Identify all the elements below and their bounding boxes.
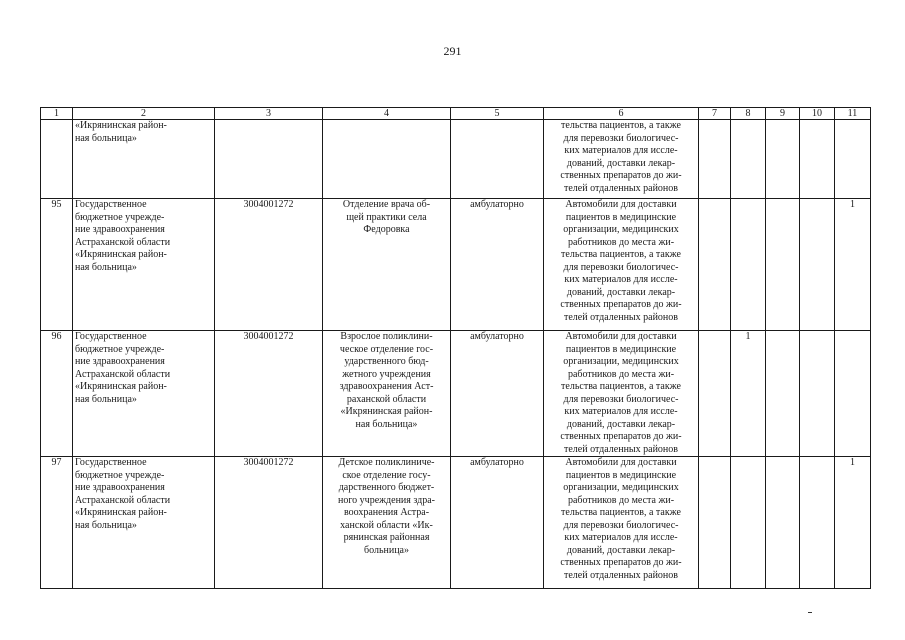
row-number	[41, 120, 73, 199]
table-row	[41, 120, 871, 199]
vehicle-purpose: тельства пациентов, а также для перевозки биологичес- ких материалов для иссле- дований, доставки лекар- ственных препаратов до жи- телей отдаленных районов	[544, 120, 699, 199]
column-header: 3	[215, 108, 323, 120]
column-header: 2	[73, 108, 215, 120]
care-type	[451, 120, 544, 199]
cell-col11	[835, 120, 871, 199]
cell-col7	[699, 457, 731, 589]
column-header: 1	[41, 108, 73, 120]
cell-col10	[800, 331, 835, 457]
cell-col7	[699, 331, 731, 457]
cell-col8	[731, 457, 766, 589]
cell-col8	[731, 120, 766, 199]
cell-col9	[766, 120, 800, 199]
column-header: 6	[544, 108, 699, 120]
cell-col9	[766, 457, 800, 589]
column-header: 11	[835, 108, 871, 120]
cell-col8: 1	[731, 331, 766, 457]
organization-code: 3004001272	[215, 457, 323, 589]
table-header-row	[41, 108, 871, 120]
department-name: Детское поликлиниче- ское отделение госу- дарственного бюджет- ного учреждения здра- воохранения Астра- ханской области «Ик- рянинская районная больница»	[323, 457, 451, 589]
row-number: 95	[41, 199, 73, 331]
cell-col11	[835, 331, 871, 457]
vehicle-purpose: Автомобили для доставки пациентов в медицинские организации, медицинских работников до места жи- тельства пациентов, а также для перевозки биологичес- ких материалов для иссле- дований, доставки лекар- ственных препаратов до жи- телей отдаленных районов	[544, 331, 699, 457]
cell-col9	[766, 199, 800, 331]
organization-code	[215, 120, 323, 199]
vehicle-purpose: Автомобили для доставки пациентов в медицинские организации, медицинских работников до места жи- тельства пациентов, а также для перевозки биологичес- ких материалов для иссле- дований, доставки лекар- ственных препаратов до жи- телей отдаленных районов	[544, 457, 699, 589]
row-number: 96	[41, 331, 73, 457]
department-name: Отделение врача об- щей практики села Федоровка	[323, 199, 451, 331]
column-header: 10	[800, 108, 835, 120]
department-name: Взрослое поликлини- ческое отделение гос- ударственного бюд- жетного учреждения здравоохранения Аст- раханской области «Икрянинская район- ная больница»	[323, 331, 451, 457]
column-header: 7	[699, 108, 731, 120]
cell-col9	[766, 331, 800, 457]
cell-col7	[699, 120, 731, 199]
table-row	[41, 331, 871, 457]
vehicle-purpose: Автомобили для доставки пациентов в медицинские организации, медицинских работников до места жи- тельства пациентов, а также для перевозки биологичес- ких материалов для иссле- дований, доставки лекар- ственных препаратов до жи- телей отдаленных районов	[544, 199, 699, 331]
data-table	[40, 107, 871, 589]
cell-col10	[800, 457, 835, 589]
care-type: амбулаторно	[451, 331, 544, 457]
cell-col10	[800, 199, 835, 331]
table-row	[41, 199, 871, 331]
department-name	[323, 120, 451, 199]
care-type: амбулаторно	[451, 199, 544, 331]
column-header: 4	[323, 108, 451, 120]
column-header: 9	[766, 108, 800, 120]
scan-speck	[808, 612, 812, 613]
cell-col10	[800, 120, 835, 199]
organization-name: Государственное бюджетное учрежде- ние здравоохранения Астраханской области «Икрянинская район- ная больница»	[73, 331, 215, 457]
organization-code: 3004001272	[215, 199, 323, 331]
care-type: амбулаторно	[451, 457, 544, 589]
cell-col8	[731, 199, 766, 331]
cell-col11: 1	[835, 457, 871, 589]
organization-name: Государственное бюджетное учрежде- ние здравоохранения Астраханской области «Икрянинская район- ная больница»	[73, 199, 215, 331]
organization-name: Государственное бюджетное учрежде- ние здравоохранения Астраханской области «Икрянинская район- ная больница»	[73, 457, 215, 589]
page-number: 291	[443, 44, 462, 58]
organization-code: 3004001272	[215, 331, 323, 457]
table-row	[41, 457, 871, 589]
organization-name: «Икрянинская район- ная больница»	[73, 120, 215, 199]
row-number: 97	[41, 457, 73, 589]
column-header: 5	[451, 108, 544, 120]
column-header: 8	[731, 108, 766, 120]
cell-col11: 1	[835, 199, 871, 331]
cell-col7	[699, 199, 731, 331]
